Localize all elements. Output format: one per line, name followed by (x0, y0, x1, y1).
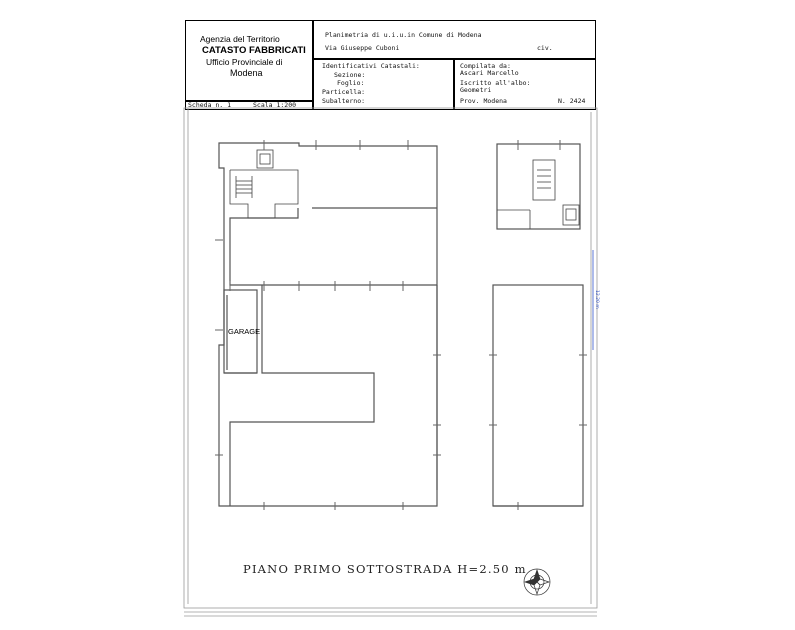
compilata-label: Compilata da: (460, 62, 511, 70)
stair-block (230, 170, 298, 218)
drawing-frame (184, 108, 597, 608)
office-line-1: Agenzia del Territorio (200, 34, 280, 44)
sezione-label: Sezione: (334, 71, 366, 79)
right-stair (533, 160, 555, 200)
foglio-label: Foglio: (337, 79, 365, 87)
office-line-4: Modena (230, 68, 263, 78)
scheda-number: Scheda n. 1 (188, 101, 232, 109)
floor-caption: PIANO PRIMO SOTTOSTRADA H=2.50 m (243, 562, 527, 576)
prov-label: Prov. Modena (460, 97, 507, 105)
iscritto-value: Geometri (460, 86, 492, 94)
office-line-2: CATASTO FABBRICATI (202, 45, 306, 56)
right-bottom-block (493, 285, 583, 506)
lift-shaft (257, 150, 273, 168)
right-top-block (497, 144, 580, 229)
address: Via Giuseppe Cuboni (325, 44, 400, 52)
particella-label: Particella: (322, 88, 366, 96)
lift-car (260, 154, 270, 164)
civ-label: civ. (537, 44, 553, 52)
scale: Scala 1:200 (253, 101, 297, 109)
plan-title: Planimetria di u.i.u.in Comune di Modena (325, 31, 482, 39)
compilata-name: Ascari Marcello (460, 69, 519, 77)
subalterno-label: Subalterno: (322, 97, 366, 105)
office-line-3: Ufficio Provinciale di (206, 57, 283, 67)
iscritto-label: Iscritto all'albo: (460, 79, 531, 87)
courtyard-walls (230, 208, 437, 285)
dimension-text: 12.20 m (594, 290, 599, 309)
l-shape (230, 285, 374, 506)
ident-label: Identificativi Catastali: (322, 62, 420, 70)
garage-label: GARAGE (228, 327, 261, 336)
right-lift (563, 205, 579, 225)
north-arrow-icon (524, 569, 550, 595)
sheet-number: N. 2424 (558, 97, 586, 105)
